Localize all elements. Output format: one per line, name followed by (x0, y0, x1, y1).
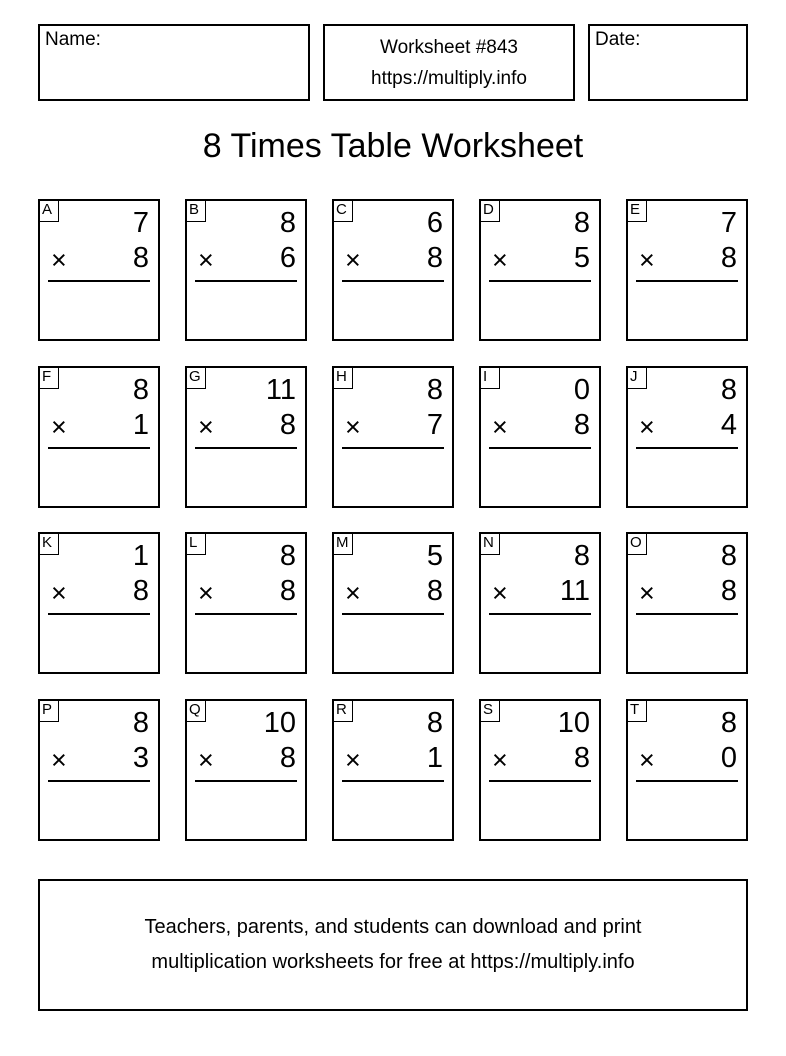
multiply-sign: × (51, 245, 67, 275)
footer-line-2: multiplication worksheets for free at https://multiply.info (151, 951, 635, 973)
top-operand: 8 (573, 207, 590, 239)
problem-letter: Q (186, 700, 206, 722)
top-operand: 8 (573, 540, 590, 572)
problem-card[interactable] (332, 199, 454, 341)
problem-letter: J (627, 367, 647, 389)
top-operand: 5 (426, 540, 443, 572)
multiply-sign: × (639, 245, 655, 275)
top-operand: 7 (720, 207, 737, 239)
multiply-sign: × (345, 245, 361, 275)
top-operand: 1 (132, 540, 149, 572)
problem-letter: L (186, 533, 206, 555)
problem-letter: K (39, 533, 59, 555)
multiply-sign: × (51, 745, 67, 775)
problem-letter: P (39, 700, 59, 722)
answer-line (195, 447, 297, 449)
answer-line (48, 780, 150, 782)
answer-line (489, 280, 591, 282)
problem-card[interactable] (38, 699, 160, 841)
problem-letter: M (333, 533, 353, 555)
top-operand: 8 (720, 707, 737, 739)
multiply-sign: × (639, 745, 655, 775)
footer-box (38, 879, 748, 1011)
bottom-operand: 8 (132, 242, 149, 274)
top-operand: 8 (279, 207, 296, 239)
bottom-operand: 1 (426, 742, 443, 774)
answer-line (636, 447, 738, 449)
answer-line (636, 280, 738, 282)
bottom-operand: 11 (559, 575, 590, 607)
answer-line (489, 613, 591, 615)
multiply-sign: × (492, 245, 508, 275)
top-operand: 11 (265, 374, 296, 406)
bottom-operand: 6 (279, 242, 296, 274)
multiply-sign: × (198, 578, 214, 608)
answer-line (195, 613, 297, 615)
answer-line (48, 447, 150, 449)
problem-card[interactable] (626, 532, 748, 674)
problem-card[interactable] (38, 366, 160, 508)
bottom-operand: 4 (720, 409, 737, 441)
multiply-sign: × (639, 578, 655, 608)
bottom-operand: 8 (279, 409, 296, 441)
bottom-operand: 8 (426, 575, 443, 607)
problem-letter: S (480, 700, 500, 722)
problem-card[interactable] (479, 699, 601, 841)
name-field-box[interactable] (38, 24, 310, 101)
top-operand: 10 (263, 707, 296, 739)
problem-letter: O (627, 533, 647, 555)
answer-line (342, 447, 444, 449)
problem-card[interactable] (332, 699, 454, 841)
bottom-operand: 8 (573, 742, 590, 774)
top-operand: 8 (279, 540, 296, 572)
problem-letter: I (480, 367, 500, 389)
problem-card[interactable] (38, 532, 160, 674)
top-operand: 7 (132, 207, 149, 239)
top-operand: 10 (557, 707, 590, 739)
multiply-sign: × (639, 412, 655, 442)
problem-letter: C (333, 200, 353, 222)
multiply-sign: × (492, 745, 508, 775)
problem-card[interactable] (185, 199, 307, 341)
bottom-operand: 0 (720, 742, 737, 774)
multiply-sign: × (198, 412, 214, 442)
multiply-sign: × (345, 745, 361, 775)
worksheet-number: Worksheet #843 (379, 37, 518, 58)
answer-line (636, 613, 738, 615)
footer-line-1: Teachers, parents, and students can download and print (144, 916, 642, 938)
bottom-operand: 7 (426, 409, 443, 441)
top-operand: 6 (426, 207, 443, 239)
problem-card[interactable] (479, 366, 601, 508)
top-operand: 8 (132, 374, 149, 406)
multiply-sign: × (345, 412, 361, 442)
problem-card[interactable] (479, 532, 601, 674)
date-field-box[interactable] (588, 24, 748, 101)
answer-line (489, 780, 591, 782)
problem-letter: T (627, 700, 647, 722)
multiply-sign: × (198, 245, 214, 275)
answer-line (636, 780, 738, 782)
worksheet-info-box (323, 24, 575, 101)
problem-card[interactable] (479, 199, 601, 341)
site-url: https://multiply.info (371, 68, 527, 89)
bottom-operand: 8 (720, 575, 737, 607)
name-label: Name: (45, 29, 101, 50)
problem-letter: B (186, 200, 206, 222)
bottom-operand: 1 (132, 409, 149, 441)
answer-line (342, 280, 444, 282)
bottom-operand: 8 (132, 575, 149, 607)
top-operand: 8 (720, 540, 737, 572)
problem-card[interactable] (626, 366, 748, 508)
answer-line (195, 280, 297, 282)
problem-letter: D (480, 200, 500, 222)
problem-card[interactable] (185, 532, 307, 674)
problem-card[interactable] (185, 366, 307, 508)
top-operand: 8 (720, 374, 737, 406)
bottom-operand: 5 (573, 242, 590, 274)
top-operand: 8 (132, 707, 149, 739)
answer-line (342, 613, 444, 615)
multiply-sign: × (51, 578, 67, 608)
problem-letter: F (39, 367, 59, 389)
date-label: Date: (595, 29, 641, 50)
multiply-sign: × (51, 412, 67, 442)
multiply-sign: × (492, 412, 508, 442)
problem-letter: A (39, 200, 59, 222)
problem-letter: G (186, 367, 206, 389)
multiply-sign: × (492, 578, 508, 608)
top-operand: 0 (573, 374, 590, 406)
problem-card[interactable] (332, 532, 454, 674)
multiply-sign: × (345, 578, 361, 608)
bottom-operand: 8 (573, 409, 590, 441)
problem-card[interactable] (626, 699, 748, 841)
problem-card[interactable] (185, 699, 307, 841)
problem-letter: R (333, 700, 353, 722)
top-operand: 8 (426, 707, 443, 739)
bottom-operand: 8 (279, 742, 296, 774)
multiply-sign: × (198, 745, 214, 775)
problem-letter: H (333, 367, 353, 389)
page-title: 8 Times Table Worksheet (202, 127, 584, 165)
problem-card[interactable] (38, 199, 160, 341)
bottom-operand: 3 (132, 742, 149, 774)
problem-card[interactable] (626, 199, 748, 341)
answer-line (489, 447, 591, 449)
answer-line (342, 780, 444, 782)
top-operand: 8 (426, 374, 443, 406)
bottom-operand: 8 (279, 575, 296, 607)
problem-letter: N (480, 533, 500, 555)
bottom-operand: 8 (426, 242, 443, 274)
answer-line (48, 613, 150, 615)
problem-card[interactable] (332, 366, 454, 508)
problem-letter: E (627, 200, 647, 222)
answer-line (48, 280, 150, 282)
bottom-operand: 8 (720, 242, 737, 274)
answer-line (195, 780, 297, 782)
